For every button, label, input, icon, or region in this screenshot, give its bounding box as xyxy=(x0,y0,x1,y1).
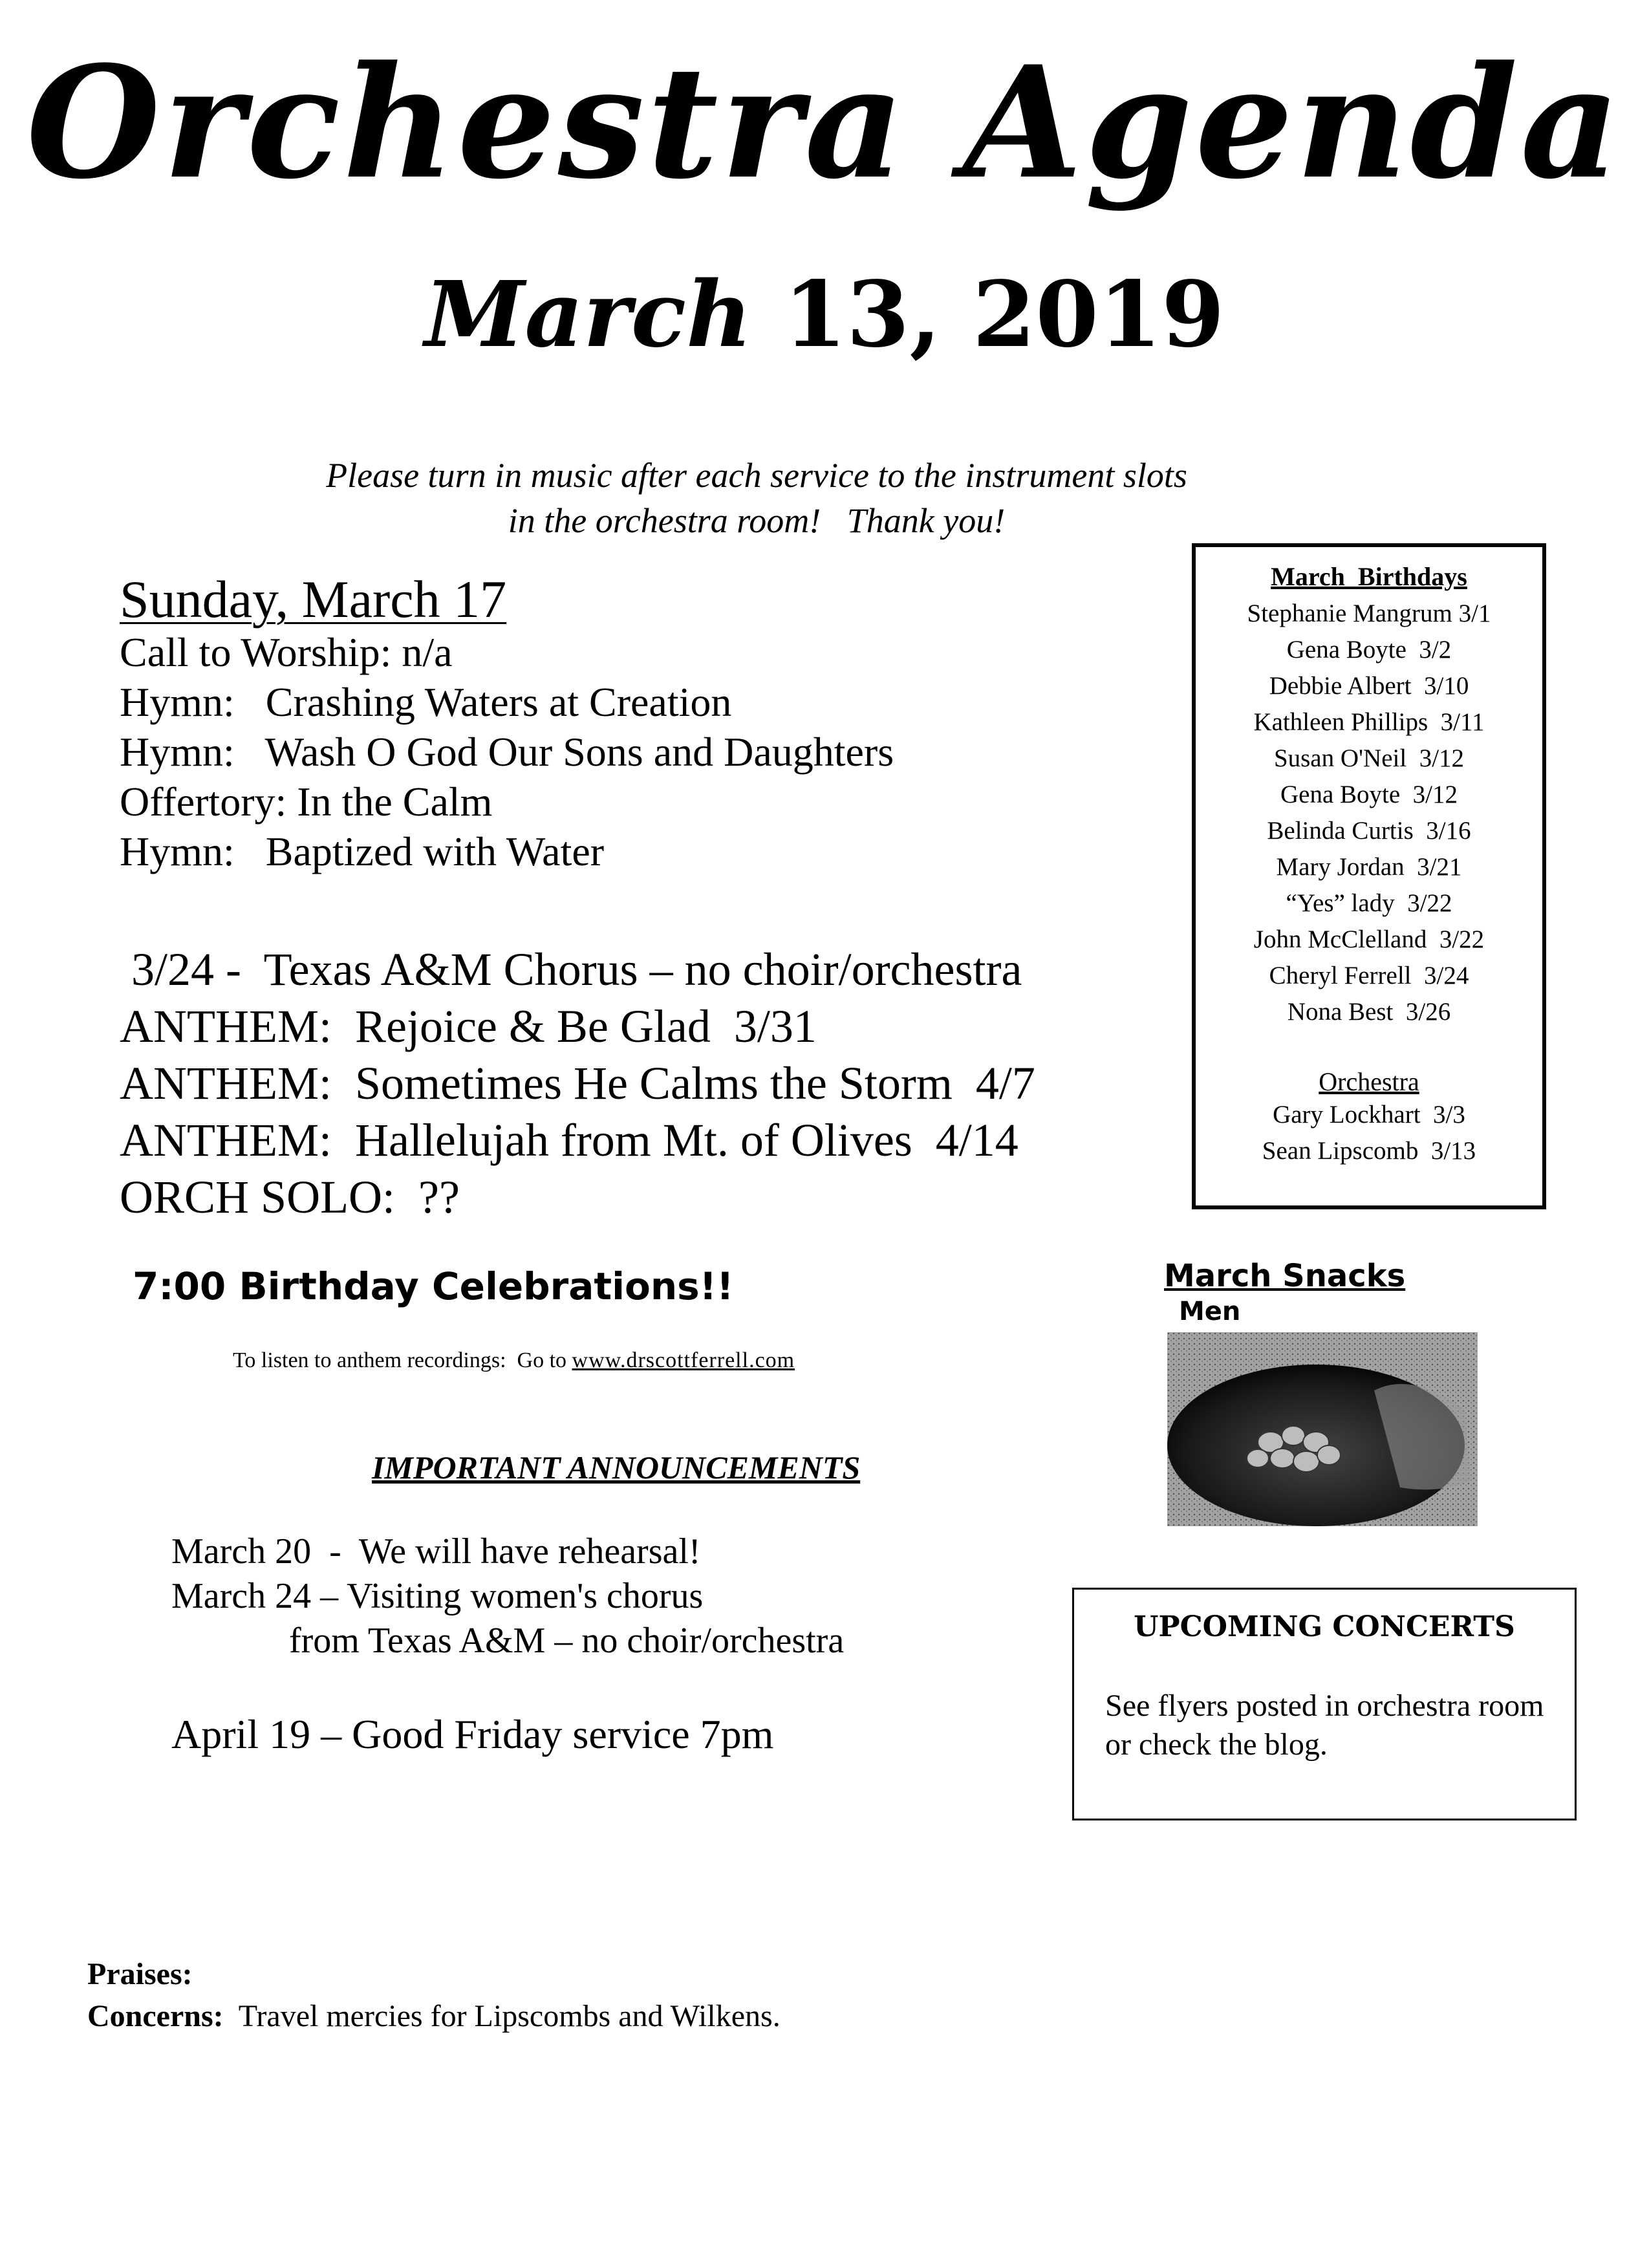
sunday-order-of-service xyxy=(120,627,894,876)
concerts-heading: UPCOMING CONCERTS xyxy=(1134,1610,1515,1643)
birthday-item: Cheryl Ferrell 3/24 xyxy=(1269,962,1469,989)
orchestra-birthdays-heading: Orchestra xyxy=(1319,1067,1419,1096)
sunday-heading: Sunday, March 17 xyxy=(120,570,507,629)
concerts-body: See flyers posted in orchestra room or check the blog. xyxy=(1105,1689,1544,1762)
birthday-item: John McClelland 3/22 xyxy=(1253,925,1485,953)
instructions xyxy=(194,453,1319,543)
birthday-item: “Yes” lady 3/22 xyxy=(1286,889,1452,917)
birthdays-heading: March Birthdays xyxy=(1271,562,1467,591)
agenda-date xyxy=(0,262,1649,368)
instructions-line-1: Please turn in music after each service to the instrument slots xyxy=(326,456,1187,495)
birthday-celebrations: 7:00 Birthday Celebrations!! xyxy=(133,1264,734,1308)
listen-instructions xyxy=(233,1348,795,1373)
service-item: Offertory: In the Calm xyxy=(120,779,493,825)
concerns xyxy=(87,1998,781,2034)
birthday-item: Debbie Albert 3/10 xyxy=(1269,672,1469,700)
recordings-link[interactable]: www.drscottferrell.com xyxy=(572,1348,795,1372)
birthday-item: Gena Boyte 3/2 xyxy=(1286,636,1452,664)
concerns-text: Travel mercies for Lipscombs and Wilkens. xyxy=(223,1999,781,2033)
anthem-item: ORCH SOLO: ?? xyxy=(120,1171,460,1223)
announcements-list xyxy=(171,1529,844,1663)
listen-prefix: To listen to anthem recordings: Go to xyxy=(233,1348,572,1372)
service-item: Call to Worship: n/a xyxy=(120,629,453,675)
concerns-label: Concerns: xyxy=(87,1999,224,2033)
instructions-line-2: in the orchestra room! Thank you! xyxy=(508,501,1006,540)
birthday-item: Susan O'Neil 3/12 xyxy=(1273,744,1465,772)
birthday-item: Mary Jordan 3/21 xyxy=(1276,853,1462,881)
praises-label: Praises: xyxy=(87,1957,193,1991)
anthem-item: ANTHEM: Hallelujah from Mt. of Olives 4/14 xyxy=(120,1114,1018,1166)
announcement-good-friday: April 19 – Good Friday service 7pm xyxy=(171,1711,774,1757)
upcoming-anthems xyxy=(120,941,1035,1226)
snacks-group: Men xyxy=(1179,1297,1241,1326)
date-month: March xyxy=(424,262,752,368)
upcoming-concerts-box xyxy=(1072,1588,1577,1820)
announcement-item: March 24 – Visiting women's chorus xyxy=(171,1576,704,1616)
orchestra-birthday-item: Gary Lockhart 3/3 xyxy=(1273,1101,1465,1129)
service-item: Hymn: Crashing Waters at Creation xyxy=(120,679,732,725)
announcement-item: from Texas A&M – no choir/orchestra xyxy=(171,1621,845,1661)
page-title: Orchestra Agenda xyxy=(26,33,1623,213)
birthday-item: Nona Best 3/26 xyxy=(1287,998,1451,1026)
birthday-item: Belinda Curtis 3/16 xyxy=(1267,817,1471,845)
birthday-item: Stephanie Mangrum 3/1 xyxy=(1247,599,1491,627)
birthday-item: Kathleen Phillips 3/11 xyxy=(1253,708,1485,736)
announcements-heading: IMPORTANT ANNOUNCEMENTS xyxy=(372,1449,861,1485)
service-item: Hymn: Wash O God Our Sons and Daughters xyxy=(120,729,894,775)
orchestra-birthday-item: Sean Lipscomb 3/13 xyxy=(1262,1137,1476,1165)
snacks-heading: March Snacks xyxy=(1164,1258,1406,1294)
birthdays-box xyxy=(1192,543,1546,1209)
announcement-item: March 20 - We will have rehearsal! xyxy=(171,1531,701,1571)
anthem-item: ANTHEM: Sometimes He Calms the Storm 4/7 xyxy=(120,1057,1035,1109)
date-day-year: 13, 2019 xyxy=(751,262,1225,368)
service-item: Hymn: Baptized with Water xyxy=(120,828,605,874)
snack-photo xyxy=(1167,1332,1478,1526)
anthem-item: 3/24 - Texas A&M Chorus – no choir/orchestra xyxy=(120,944,1022,995)
birthday-item: Gena Boyte 3/12 xyxy=(1280,781,1458,808)
anthem-item: ANTHEM: Rejoice & Be Glad 3/31 xyxy=(120,1000,817,1052)
